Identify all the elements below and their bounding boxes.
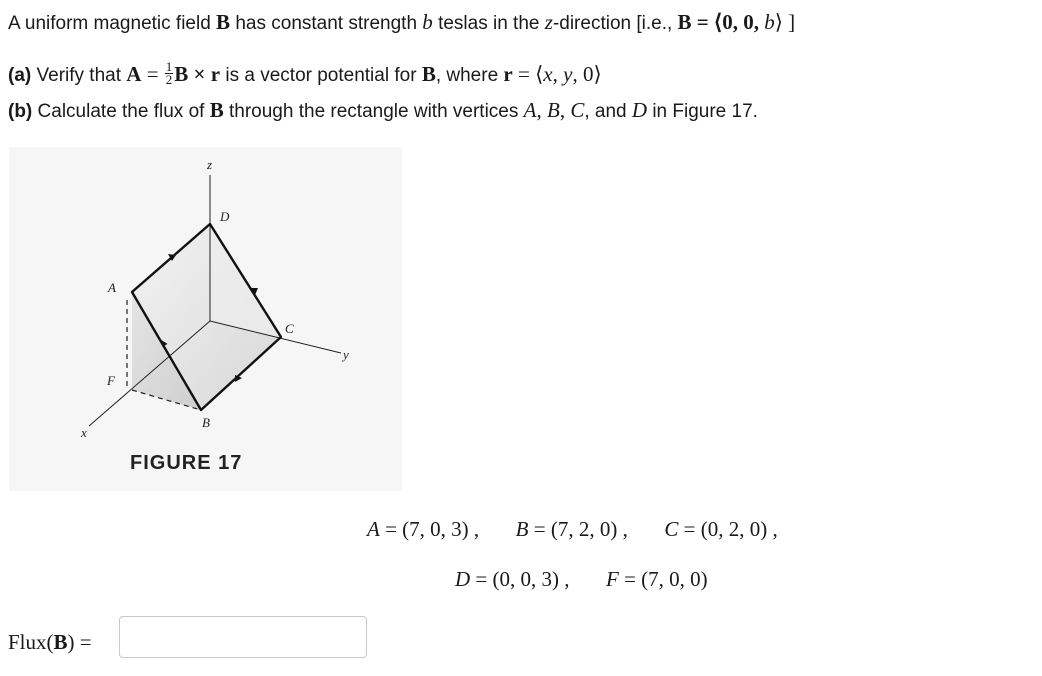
label-b: B [202,415,210,430]
label-y: y [343,347,349,362]
coordinates-row-1: A = (7, 0, 3) , B = (7, 2, 0) , C = (0, 2, 0) , [367,517,778,541]
label-a: A [108,280,116,295]
label-c: C [285,321,294,336]
label-z: z [207,157,213,172]
label-f: F [107,373,115,388]
part-a-label: (a) [8,65,32,86]
figure-caption: FIGURE 17 [130,452,243,474]
label-d: D [220,209,230,224]
part-b-text: (b) Calculate the flux of B through the rectangle with vertices A, B, C, and D in Figure 17. [8,98,758,122]
figure-17-diagram [9,147,402,491]
intro-text: A uniform magnetic field B has constant strength b teslas in the z-direction [i.e., B = ⟨0, 0, b⟩ ] [8,10,796,34]
part-b-label: (b) [8,101,33,122]
flux-label: Flux(B) = [8,630,92,654]
figure-17 [9,147,402,491]
coordinates-row-2: D = (0, 0, 3) , F = (7, 0, 0) [455,567,708,591]
one-half-fraction: $\frac{1}{2}$ [165,59,173,88]
label-x: x [81,425,87,440]
part-a-text: (a) Verify that A = $\frac{1}{2}$ B × r is a vector potential for B, where r = ⟨x, y, 0⟩ [8,59,602,88]
flux-answer-input[interactable] [119,616,367,658]
